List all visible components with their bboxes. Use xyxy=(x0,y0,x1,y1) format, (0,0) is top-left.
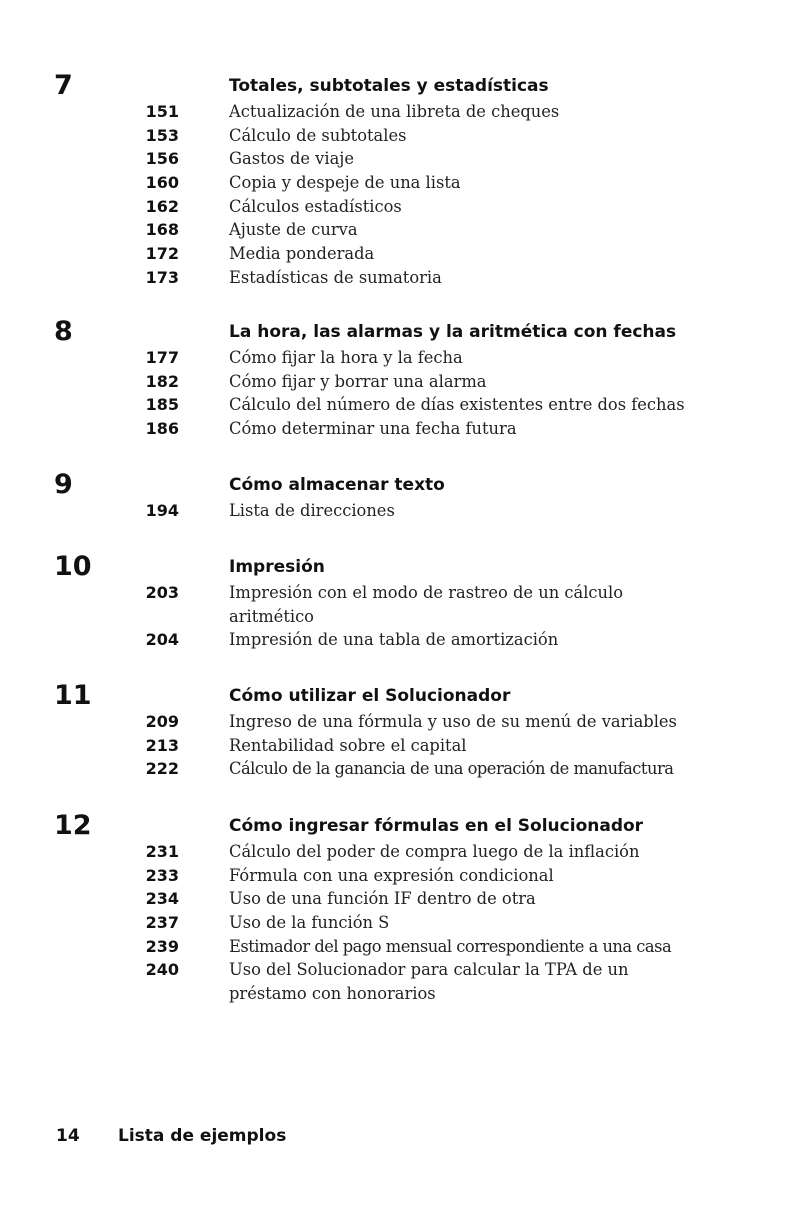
example-title: Cómo fijar y borrar una alarma xyxy=(229,371,487,391)
example-entry xyxy=(0,346,793,370)
chapter-title: Cómo utilizar el Solucionador xyxy=(229,686,511,706)
example-list xyxy=(0,100,793,290)
chapter-number: 7 xyxy=(54,70,73,101)
example-entry xyxy=(0,911,793,935)
example-page-number: 173 xyxy=(145,267,179,287)
example-title: Cálculo de la ganancia de una operación de manufactura xyxy=(229,759,674,779)
chapter-number: 10 xyxy=(54,551,92,582)
example-page-number: 239 xyxy=(145,936,179,956)
example-title: Cálculo de subtotales xyxy=(229,125,407,145)
example-title: Cálculo del número de días existentes entre dos fechas xyxy=(229,395,685,415)
example-entry xyxy=(0,147,793,171)
example-title: Estimador del pago mensual correspondiente a una casa xyxy=(229,936,672,956)
example-title: Impresión de una tabla de amortización xyxy=(229,630,559,650)
example-title: Media ponderada xyxy=(229,244,375,264)
example-entry xyxy=(0,581,793,628)
example-title: Uso de una función IF dentro de otra xyxy=(229,889,536,909)
example-page-number: 160 xyxy=(145,173,179,193)
example-title: Estadísticas de sumatoria xyxy=(229,267,442,287)
example-page-number: 233 xyxy=(145,865,179,885)
chapter-title: Cómo almacenar texto xyxy=(229,475,445,495)
chapter-title: Impresión xyxy=(229,557,325,577)
example-entry xyxy=(0,195,793,219)
example-title: Cálculo del poder de compra luego de la inflación xyxy=(229,842,640,861)
chapter-number: 9 xyxy=(54,469,73,500)
example-page-number: 209 xyxy=(145,712,179,731)
example-entry xyxy=(0,370,793,394)
example-page-number: 204 xyxy=(145,630,179,650)
example-page-number: 194 xyxy=(145,501,179,520)
example-entry xyxy=(0,757,793,781)
example-entry xyxy=(0,417,793,441)
chapter-number: 12 xyxy=(54,810,92,841)
example-entry xyxy=(0,887,793,911)
example-page-number: 162 xyxy=(145,196,179,216)
example-title: Copia y despeje de una lista xyxy=(229,173,461,193)
example-page-number: 237 xyxy=(145,913,179,933)
example-title: Ajuste de curva xyxy=(229,220,358,240)
example-entry xyxy=(0,840,793,864)
example-page-number: 213 xyxy=(145,735,179,755)
example-page-number: 240 xyxy=(145,960,179,980)
example-page-number: 168 xyxy=(145,220,179,240)
example-list xyxy=(0,581,793,652)
example-title: Uso del Solucionador para calcular la TPA de un préstamo con honorarios xyxy=(229,960,629,1004)
chapter-title: Cómo ingresar fórmulas en el Solucionador xyxy=(229,816,644,836)
example-page-number: 172 xyxy=(145,244,179,264)
example-entry xyxy=(0,393,793,417)
example-entry xyxy=(0,242,793,266)
example-entry xyxy=(0,958,793,1005)
example-page-number: 156 xyxy=(145,149,179,169)
example-page-number: 203 xyxy=(145,583,179,602)
chapter-number: 11 xyxy=(54,680,92,711)
example-title: Uso de la función S xyxy=(229,913,390,933)
example-entry xyxy=(0,171,793,195)
example-title: Impresión con el modo de rastreo de un cálculo aritmético xyxy=(229,583,624,626)
example-title: Ingreso de una fórmula y uso de su menú de variables xyxy=(229,712,677,731)
example-page-number: 185 xyxy=(145,395,179,415)
example-entry xyxy=(0,628,793,652)
example-entry xyxy=(0,266,793,290)
chapter-number: 8 xyxy=(54,316,73,347)
example-page-number: 222 xyxy=(145,759,179,779)
example-entry xyxy=(0,710,793,734)
example-page-number: 231 xyxy=(145,842,179,861)
example-entry xyxy=(0,124,793,148)
example-page-number: 151 xyxy=(145,102,179,121)
example-title: Cálculos estadísticos xyxy=(229,196,402,216)
example-list xyxy=(0,710,793,781)
example-title: Rentabilidad sobre el capital xyxy=(229,735,467,755)
example-page-number: 177 xyxy=(145,348,179,367)
example-title: Lista de direcciones xyxy=(229,501,395,520)
example-title: Cómo determinar una fecha futura xyxy=(229,419,517,439)
footer-title: Lista de ejemplos xyxy=(118,1126,287,1146)
example-entry xyxy=(0,499,793,523)
example-entry xyxy=(0,218,793,242)
chapter-title: La hora, las alarmas y la aritmética con fechas xyxy=(229,322,677,342)
example-list xyxy=(0,840,793,1006)
example-page-number: 153 xyxy=(145,125,179,145)
example-title: Actualización de una libreta de cheques xyxy=(229,102,560,121)
example-page-number: 182 xyxy=(145,371,179,391)
example-entry xyxy=(0,734,793,758)
example-entry xyxy=(0,935,793,959)
example-title: Fórmula con una expresión condicional xyxy=(229,865,554,885)
example-page-number: 234 xyxy=(145,889,179,909)
example-entry xyxy=(0,100,793,124)
page-footer xyxy=(56,1126,286,1146)
example-title: Gastos de viaje xyxy=(229,149,354,169)
footer-page-number: 14 xyxy=(56,1126,80,1146)
example-title: Cómo fijar la hora y la fecha xyxy=(229,348,463,367)
chapter-title: Totales, subtotales y estadísticas xyxy=(229,76,549,96)
example-entry xyxy=(0,864,793,888)
example-page-number: 186 xyxy=(145,419,179,439)
example-list xyxy=(0,346,793,441)
example-list xyxy=(0,499,793,523)
